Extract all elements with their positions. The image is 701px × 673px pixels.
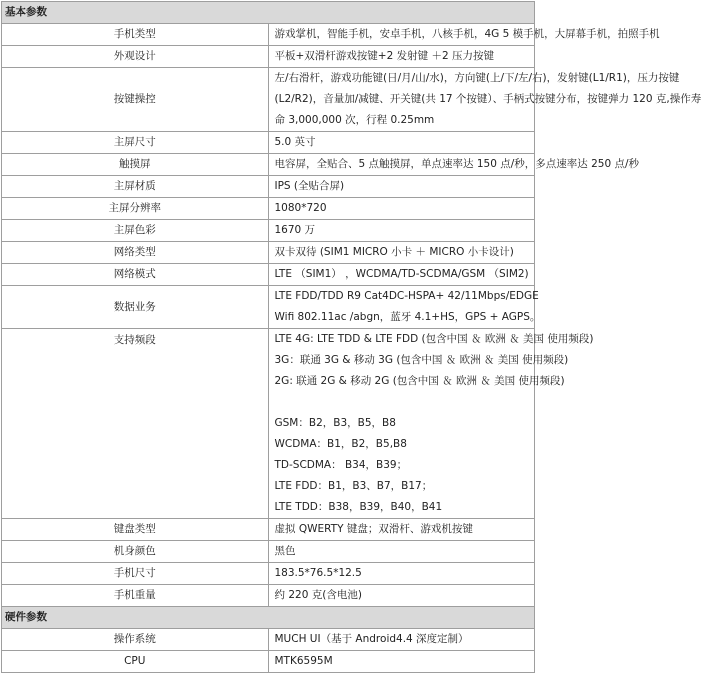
row-screen-size: [2, 132, 535, 154]
label-screen-material: 主屏材质: [2, 176, 269, 198]
row-weight: [2, 585, 535, 607]
value-resolution: 1080*720: [268, 198, 535, 220]
row-cpu: [2, 651, 535, 673]
value-controls: [268, 68, 701, 132]
band-line: LTE FDD：B1，B3、B7，B17；: [274, 480, 433, 492]
row-touch: [2, 154, 535, 176]
value-data-service: [268, 286, 541, 329]
band-line: GSM：B2，B3，B5，B8: [274, 417, 396, 429]
label-touch: 触摸屏: [2, 154, 269, 176]
value-dimensions: 183.5*76.5*12.5: [268, 563, 535, 585]
band-spacer: [275, 392, 529, 413]
row-body-color: [2, 541, 535, 563]
row-controls: [2, 68, 535, 132]
label-bands: 支持频段: [2, 329, 269, 519]
row-data-service: [2, 286, 535, 329]
label-body-color: 机身颜色: [2, 541, 269, 563]
label-screen-size: 主屏尺寸: [2, 132, 269, 154]
value-keyboard: 虚拟 QWERTY 键盘；双滑杆、游戏机按键: [268, 519, 535, 541]
label-controls: 按键操控: [2, 68, 269, 132]
value-colors: 1670 万: [268, 220, 535, 242]
value-network-type: 双卡双待 (SIM1 MICRO 小卡 ＋ MICRO 小卡设计): [268, 242, 535, 264]
label-cpu: CPU: [2, 651, 269, 673]
label-dimensions: 手机尺寸: [2, 563, 269, 585]
spec-table: [1, 1, 701, 673]
label-network-type: 网络类型: [2, 242, 269, 264]
label-colors: 主屏色彩: [2, 220, 269, 242]
label-data-service: 数据业务: [2, 286, 269, 329]
value-screen-size: 5.0 英寸: [268, 132, 535, 154]
row-bands: [2, 329, 535, 519]
label-phone-type: 手机类型: [2, 24, 269, 46]
value-cpu: MTK6595M: [268, 651, 535, 673]
row-network-type: [2, 242, 535, 264]
band-line: WCDMA：B1，B2，B5,B8: [274, 438, 407, 450]
value-bands: [268, 329, 594, 519]
controls-line: (L2/R2)，音量加/减键、开关键(共 17 个按键）、手柄式按键分布，按键弹力 120 克,操作寿: [274, 93, 701, 105]
section-title-hardware: 硬件参数: [2, 607, 535, 629]
value-design: 平板+双滑杆游戏按键+2 发射键 ＋2 压力按键: [268, 46, 535, 68]
label-os: 操作系统: [2, 629, 269, 651]
row-resolution: [2, 198, 535, 220]
row-dimensions: [2, 563, 535, 585]
value-screen-material: IPS (全贴合屏): [268, 176, 535, 198]
band-line: TD-SCDMA： B34，B39；: [274, 459, 408, 471]
section-title-basic: 基本参数: [2, 2, 535, 24]
value-phone-type: 游戏掌机，智能手机，安卓手机，八核手机，4G 5 模手机，大屏幕手机，拍照手机: [268, 24, 535, 46]
row-os: [2, 629, 535, 651]
label-resolution: 主屏分辨率: [2, 198, 269, 220]
band-line: LTE 4G: LTE TDD & LTE FDD (包含中国 ＆ 欧洲 ＆ 美国 使用频段): [274, 333, 594, 345]
label-design: 外观设计: [2, 46, 269, 68]
data-line: LTE FDD/TDD R9 Cat4DC-HSPA+ 42/11Mbps/EDGE: [274, 290, 539, 302]
section-header-basic: [2, 2, 535, 24]
section-header-hardware: [2, 607, 535, 629]
controls-line: 左/右滑杆，游戏功能键(日/月/山/水)，方向键(上/下/左/右)，发射键(L1/R1)，压力按键: [274, 72, 680, 84]
row-network-mode: [2, 264, 535, 286]
row-colors: [2, 220, 535, 242]
row-phone-type: [2, 24, 535, 46]
row-screen-material: [2, 176, 535, 198]
band-line: 3G：联通 3G & 移动 3G (包含中国 ＆ 欧洲 ＆ 美国 使用频段): [274, 354, 569, 366]
value-network-mode: LTE （SIM1） ，WCDMA/TD-SCDMA/GSM （SIM2): [268, 264, 535, 286]
row-design: [2, 46, 535, 68]
value-weight: 约 220 克(含电池): [268, 585, 535, 607]
row-keyboard: [2, 519, 535, 541]
value-os: MUCH UI（基于 Android4.4 深度定制）: [268, 629, 535, 651]
band-line: 2G: 联通 2G & 移动 2G (包含中国 ＆ 欧洲 ＆ 美国 使用频段): [274, 375, 565, 387]
label-keyboard: 键盘类型: [2, 519, 269, 541]
value-touch: 电容屏，全贴合、5 点触摸屏，单点速率达 150 点/秒，多点速率达 250 点/秒: [268, 154, 535, 176]
label-weight: 手机重量: [2, 585, 269, 607]
data-line: Wifi 802.11ac /abgn，蓝牙 4.1+HS，GPS + AGPS。: [274, 311, 541, 323]
controls-line: 命 3,000,000 次，行程 0.25mm: [274, 114, 435, 126]
value-body-color: 黑色: [268, 541, 535, 563]
label-network-mode: 网络模式: [2, 264, 269, 286]
band-line: LTE TDD：B38，B39，B40，B41: [274, 501, 443, 513]
